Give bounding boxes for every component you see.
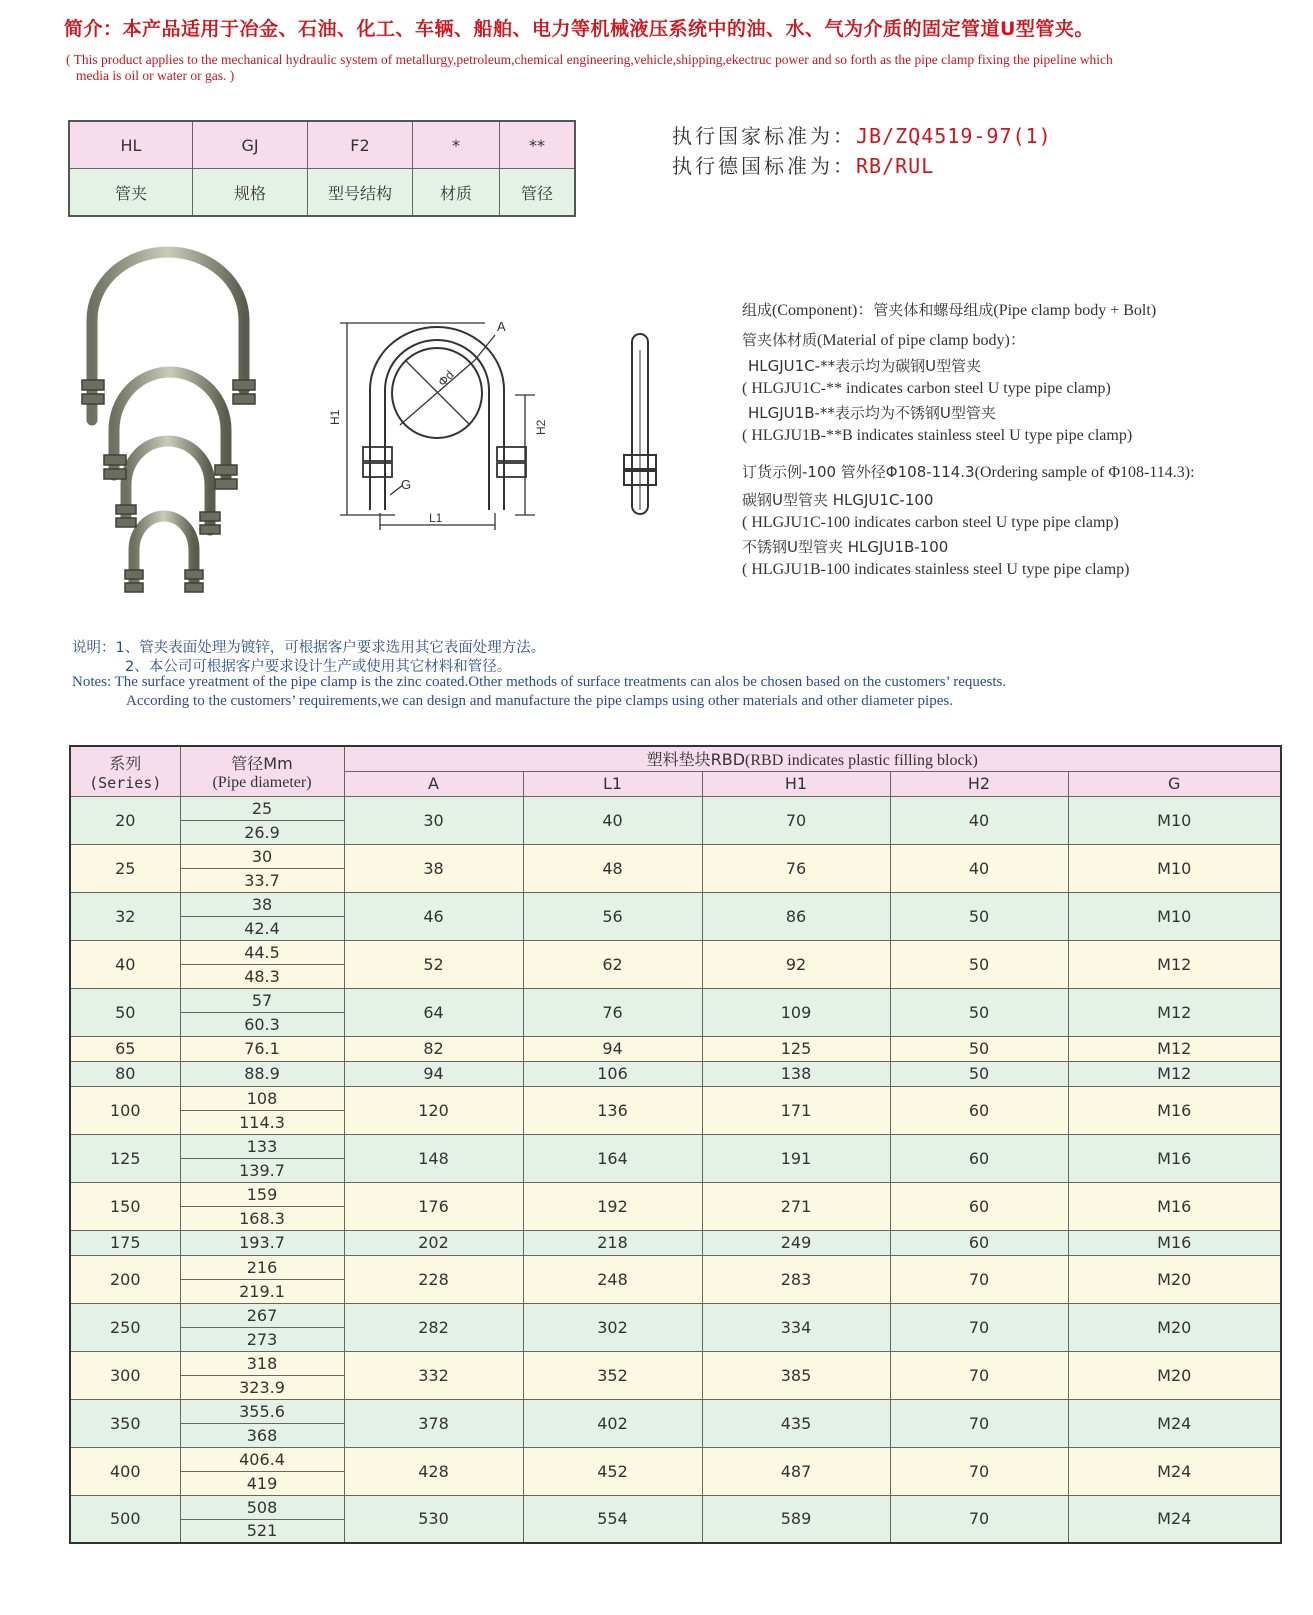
german-standard-value: RB/RUL [856, 154, 935, 178]
carbon-en-text: ( HLGJU1C-100 indicates carbon steel U type pipe clamp) [742, 514, 1119, 531]
u-clamp-photo [70, 240, 260, 615]
l1-cell: 248 [523, 1255, 702, 1303]
table-row [70, 1086, 1281, 1110]
hlgju1c-en [742, 378, 1111, 399]
h1-cell: 487 [702, 1447, 890, 1495]
meaning-cell: 管径 [500, 169, 576, 217]
code-row [69, 121, 575, 169]
table-row [70, 1399, 1281, 1423]
table-row [70, 1303, 1281, 1327]
h2-cell: 50 [890, 988, 1068, 1036]
pipe-diameter-cell: 33.7 [180, 868, 344, 892]
table-row [70, 1061, 1281, 1086]
h2-cell: 70 [890, 1351, 1068, 1399]
pipe-diameter-cell: 114.3 [180, 1110, 344, 1134]
a-cell: 38 [344, 844, 523, 892]
component-cn: 组成 [742, 301, 773, 319]
h2-cell: 50 [890, 940, 1068, 988]
g-cell: M20 [1068, 1303, 1281, 1351]
h2-cell: 70 [890, 1447, 1068, 1495]
hlgju1c-en-text: ( HLGJU1C-** indicates carbon steel U type pipe clamp) [742, 380, 1111, 397]
spec-table [69, 745, 1282, 1544]
l1-cell: 106 [523, 1061, 702, 1086]
series-header [70, 746, 180, 796]
pipe-header [180, 746, 344, 796]
col-header-a: A [344, 771, 523, 796]
table-row [70, 940, 1281, 964]
h2-cell: 40 [890, 844, 1068, 892]
hlgju1b-en [742, 425, 1132, 446]
pipe-diameter-cell: 48.3 [180, 964, 344, 988]
col-header-l1: L1 [523, 771, 702, 796]
rbd-group-header [344, 746, 1281, 771]
h1-cell: 589 [702, 1495, 890, 1543]
label-a: A [497, 319, 506, 334]
code-cell: F2 [308, 121, 413, 169]
stainless-en-text: ( HLGJU1B-100 indicates stainless steel U type pipe clamp) [742, 561, 1130, 578]
h1-cell: 385 [702, 1351, 890, 1399]
table-row [70, 796, 1281, 820]
note-en-1: Notes: The surface yreatment of the pipe clamp is the zinc coated.Other methods of surface treatments can alos be chosen based on the customers’ requests. [72, 674, 1007, 690]
g-cell: M24 [1068, 1495, 1281, 1543]
a-cell: 148 [344, 1134, 523, 1182]
h1-cell: 435 [702, 1399, 890, 1447]
h2-cell: 70 [890, 1495, 1068, 1543]
order-cn: 订货示例-100 管外径Φ108-114.3 [742, 463, 975, 481]
hlgju1b-en-text: ( HLGJU1B-**B indicates stainless steel U type pipe clamp) [742, 427, 1133, 444]
g-cell: M16 [1068, 1182, 1281, 1230]
note-en-2: According to the customers’ requirements,we can design and manufacture the pipe clamps using other materials and other diameter pipes. [126, 693, 953, 709]
meaning-cell: 管夹 [69, 169, 193, 217]
g-cell: M12 [1068, 988, 1281, 1036]
component-value-cn: 管夹体和螺母组成 [873, 301, 994, 319]
note-cn-2: 2、本公司可根据客户要求设计生产或使用其它材料和管径。 [125, 659, 512, 675]
table-row [70, 1036, 1281, 1061]
a-cell: 202 [344, 1230, 523, 1255]
spec-header-row-1 [70, 746, 1281, 771]
h1-cell: 70 [702, 796, 890, 844]
pipe-diameter-cell: 88.9 [180, 1061, 344, 1086]
table-row [70, 1230, 1281, 1255]
h1-cell: 109 [702, 988, 890, 1036]
l1-cell: 218 [523, 1230, 702, 1255]
l1-cell: 40 [523, 796, 702, 844]
h2-cell: 50 [890, 1061, 1068, 1086]
pipe-diameter-cell: 368 [180, 1423, 344, 1447]
meaning-cell: 规格 [193, 169, 308, 217]
u-clamp-drawing [325, 315, 565, 535]
g-cell: M24 [1068, 1447, 1281, 1495]
l1-cell: 164 [523, 1134, 702, 1182]
h2-cell: 70 [890, 1399, 1068, 1447]
h2-cell: 50 [890, 1036, 1068, 1061]
pipe-diameter-cell: 26.9 [180, 820, 344, 844]
a-cell: 378 [344, 1399, 523, 1447]
pipe-diameter-cell: 159 [180, 1182, 344, 1206]
l1-cell: 352 [523, 1351, 702, 1399]
col-header-h1: H1 [702, 771, 890, 796]
u-clamp-side-view [620, 330, 660, 520]
h2-cell: 50 [890, 892, 1068, 940]
h1-cell: 191 [702, 1134, 890, 1182]
pipe-diameter-cell: 133 [180, 1134, 344, 1158]
a-cell: 428 [344, 1447, 523, 1495]
h2-cell: 60 [890, 1230, 1068, 1255]
pipe-diameter-cell: 521 [180, 1519, 344, 1543]
g-cell: M12 [1068, 940, 1281, 988]
table-row [70, 844, 1281, 868]
l1-cell: 56 [523, 892, 702, 940]
meaning-row [69, 169, 575, 217]
pipe-diameter-cell: 44.5 [180, 940, 344, 964]
pipe-diameter-cell: 193.7 [180, 1230, 344, 1255]
series-header-en: (Series) [89, 773, 162, 792]
label-g: G [401, 477, 412, 492]
pipe-diameter-cell: 508 [180, 1495, 344, 1519]
g-cell: M12 [1068, 1036, 1281, 1061]
carbon-en [742, 512, 1119, 533]
stainless-en [742, 559, 1129, 580]
g-cell: M20 [1068, 1255, 1281, 1303]
pipe-diameter-cell: 318 [180, 1351, 344, 1375]
g-cell: M10 [1068, 892, 1281, 940]
table-row [70, 988, 1281, 1012]
g-cell: M16 [1068, 1086, 1281, 1134]
national-standard-label: 执行国家标准为： [672, 124, 856, 148]
meaning-cell: 型号结构 [308, 169, 413, 217]
intro-chinese: 简介：本产品适用于冶金、石油、化工、车辆、船舶、电力等机械液压系统中的油、水、气为介质的固定管道U型管夹。 [64, 18, 1094, 40]
h1-cell: 283 [702, 1255, 890, 1303]
h1-cell: 271 [702, 1182, 890, 1230]
national-standard [672, 120, 1052, 149]
a-cell: 282 [344, 1303, 523, 1351]
table-row [70, 1255, 1281, 1279]
g-cell: M20 [1068, 1351, 1281, 1399]
series-cell: 40 [70, 940, 180, 988]
h1-cell: 249 [702, 1230, 890, 1255]
a-cell: 530 [344, 1495, 523, 1543]
spec-body [70, 796, 1281, 1543]
code-cell: ** [500, 121, 576, 169]
pipe-diameter-cell: 30 [180, 844, 344, 868]
pipe-diameter-cell: 216 [180, 1255, 344, 1279]
h1-cell: 76 [702, 844, 890, 892]
h1-cell: 334 [702, 1303, 890, 1351]
pipe-diameter-cell: 267 [180, 1303, 344, 1327]
hlgju1b-cn: HLGJU1B-**表示均为不锈钢U型管夹 [748, 404, 996, 422]
col-header-h2: H2 [890, 771, 1068, 796]
h1-cell: 171 [702, 1086, 890, 1134]
h1-cell: 138 [702, 1061, 890, 1086]
series-cell: 350 [70, 1399, 180, 1447]
table-row [70, 1447, 1281, 1471]
note-cn-1: 说明：1、管夹表面处理为镀锌，可根据客户要求选用其它表面处理方法。 [72, 640, 546, 656]
pipe-diameter-cell: 76.1 [180, 1036, 344, 1061]
rbd-header-en: (RBD indicates plastic filling block) [745, 752, 978, 770]
component-line [742, 300, 1156, 321]
code-cell: GJ [193, 121, 308, 169]
model-code-table [68, 120, 576, 217]
pipe-diameter-cell: 57 [180, 988, 344, 1012]
pipe-header-en: (Pipe diameter) [212, 773, 312, 791]
pipe-diameter-cell: 38 [180, 892, 344, 916]
g-cell: M16 [1068, 1134, 1281, 1182]
hlgju1c-cn: HLGJU1C-**表示均为碳钢U型管夹 [748, 357, 982, 375]
pipe-diameter-cell: 168.3 [180, 1206, 344, 1230]
order-en: (Ordering sample of Φ108-114.3): [974, 464, 1195, 481]
series-cell: 20 [70, 796, 180, 844]
l1-cell: 94 [523, 1036, 702, 1061]
rbd-header-cn: 塑料垫块RBD [646, 750, 746, 770]
label-l1: L1 [429, 511, 443, 525]
national-standard-value: JB/ZQ4519-97(1) [856, 124, 1052, 148]
pipe-diameter-cell: 219.1 [180, 1279, 344, 1303]
l1-cell: 48 [523, 844, 702, 892]
stainless-cn: 不锈钢U型管夹 HLGJU1B-100 [742, 538, 949, 556]
a-cell: 176 [344, 1182, 523, 1230]
u-bolt-outline [370, 327, 504, 510]
table-row [70, 1134, 1281, 1158]
german-standard [672, 150, 934, 179]
series-cell: 100 [70, 1086, 180, 1134]
h2-cell: 60 [890, 1182, 1068, 1230]
series-cell: 250 [70, 1303, 180, 1351]
g-cell: M10 [1068, 796, 1281, 844]
l1-cell: 192 [523, 1182, 702, 1230]
german-standard-label: 执行德国标准为： [672, 154, 856, 178]
code-cell: HL [69, 121, 193, 169]
g-cell: M24 [1068, 1399, 1281, 1447]
code-cell: * [413, 121, 500, 169]
label-h1: H1 [328, 409, 342, 425]
pipe-diameter-cell: 25 [180, 796, 344, 820]
a-cell: 46 [344, 892, 523, 940]
component-value-en: (Pipe clamp body + Bolt) [993, 302, 1157, 319]
component-en: (Component)： [772, 302, 874, 319]
l1-cell: 76 [523, 988, 702, 1036]
order-sample-line [742, 462, 1195, 483]
pipe-diameter-cell: 108 [180, 1086, 344, 1110]
a-cell: 120 [344, 1086, 523, 1134]
material-line [742, 330, 1026, 351]
h1-cell: 125 [702, 1036, 890, 1061]
g-cell: M10 [1068, 844, 1281, 892]
material-en: (Material of pipe clamp body)： [817, 332, 1026, 349]
l1-cell: 402 [523, 1399, 702, 1447]
a-cell: 228 [344, 1255, 523, 1303]
series-cell: 125 [70, 1134, 180, 1182]
series-cell: 50 [70, 988, 180, 1036]
h2-cell: 70 [890, 1255, 1068, 1303]
a-cell: 30 [344, 796, 523, 844]
carbon-cn: 碳钢U型管夹 HLGJU1C-100 [742, 491, 934, 509]
h2-cell: 60 [890, 1086, 1068, 1134]
g-cell: M16 [1068, 1230, 1281, 1255]
series-cell: 32 [70, 892, 180, 940]
l1-cell: 302 [523, 1303, 702, 1351]
series-cell: 25 [70, 844, 180, 892]
series-cell: 200 [70, 1255, 180, 1303]
series-cell: 150 [70, 1182, 180, 1230]
pipe-diameter-cell: 139.7 [180, 1158, 344, 1182]
pipe-header-cn: 管径Mm [231, 753, 293, 773]
table-row [70, 1495, 1281, 1519]
a-cell: 82 [344, 1036, 523, 1061]
l1-cell: 554 [523, 1495, 702, 1543]
table-row [70, 1182, 1281, 1206]
intro-english [66, 52, 1306, 84]
meaning-cell: 材质 [413, 169, 500, 217]
pipe-diameter-cell: 323.9 [180, 1375, 344, 1399]
material-cn: 管夹体材质 [742, 331, 818, 349]
pipe-diameter-cell: 355.6 [180, 1399, 344, 1423]
a-cell: 64 [344, 988, 523, 1036]
pipe-diameter-cell: 406.4 [180, 1447, 344, 1471]
a-cell: 94 [344, 1061, 523, 1086]
l1-cell: 136 [523, 1086, 702, 1134]
series-cell: 300 [70, 1351, 180, 1399]
pipe-diameter-cell: 42.4 [180, 916, 344, 940]
a-cell: 52 [344, 940, 523, 988]
series-cell: 400 [70, 1447, 180, 1495]
a-cell: 332 [344, 1351, 523, 1399]
h2-cell: 40 [890, 796, 1068, 844]
col-header-g: G [1068, 771, 1281, 796]
pipe-diameter-cell: 60.3 [180, 1012, 344, 1036]
g-cell: M12 [1068, 1061, 1281, 1086]
series-header-cn: 系列 [109, 753, 142, 773]
h1-cell: 92 [702, 940, 890, 988]
pipe-diameter-cell: 419 [180, 1471, 344, 1495]
l1-cell: 452 [523, 1447, 702, 1495]
series-cell: 65 [70, 1036, 180, 1061]
l1-cell: 62 [523, 940, 702, 988]
label-h2: H2 [534, 419, 548, 435]
series-cell: 175 [70, 1230, 180, 1255]
h2-cell: 60 [890, 1134, 1068, 1182]
series-cell: 80 [70, 1061, 180, 1086]
intro-english-line1: ( This product applies to the mechanical hydraulic system of metallurgy,petroleum,chemical engineering,vehicle,shipping,ekectruc power and so forth as the pipe clamp fixing the pipeline which [66, 52, 1113, 67]
label-phi: Φd [435, 367, 457, 390]
table-row [70, 1351, 1281, 1375]
intro-english-line2: media is oil or water or gas. ) [76, 68, 235, 83]
table-row [70, 892, 1281, 916]
h2-cell: 70 [890, 1303, 1068, 1351]
h1-cell: 86 [702, 892, 890, 940]
pipe-diameter-cell: 273 [180, 1327, 344, 1351]
series-cell: 500 [70, 1495, 180, 1543]
